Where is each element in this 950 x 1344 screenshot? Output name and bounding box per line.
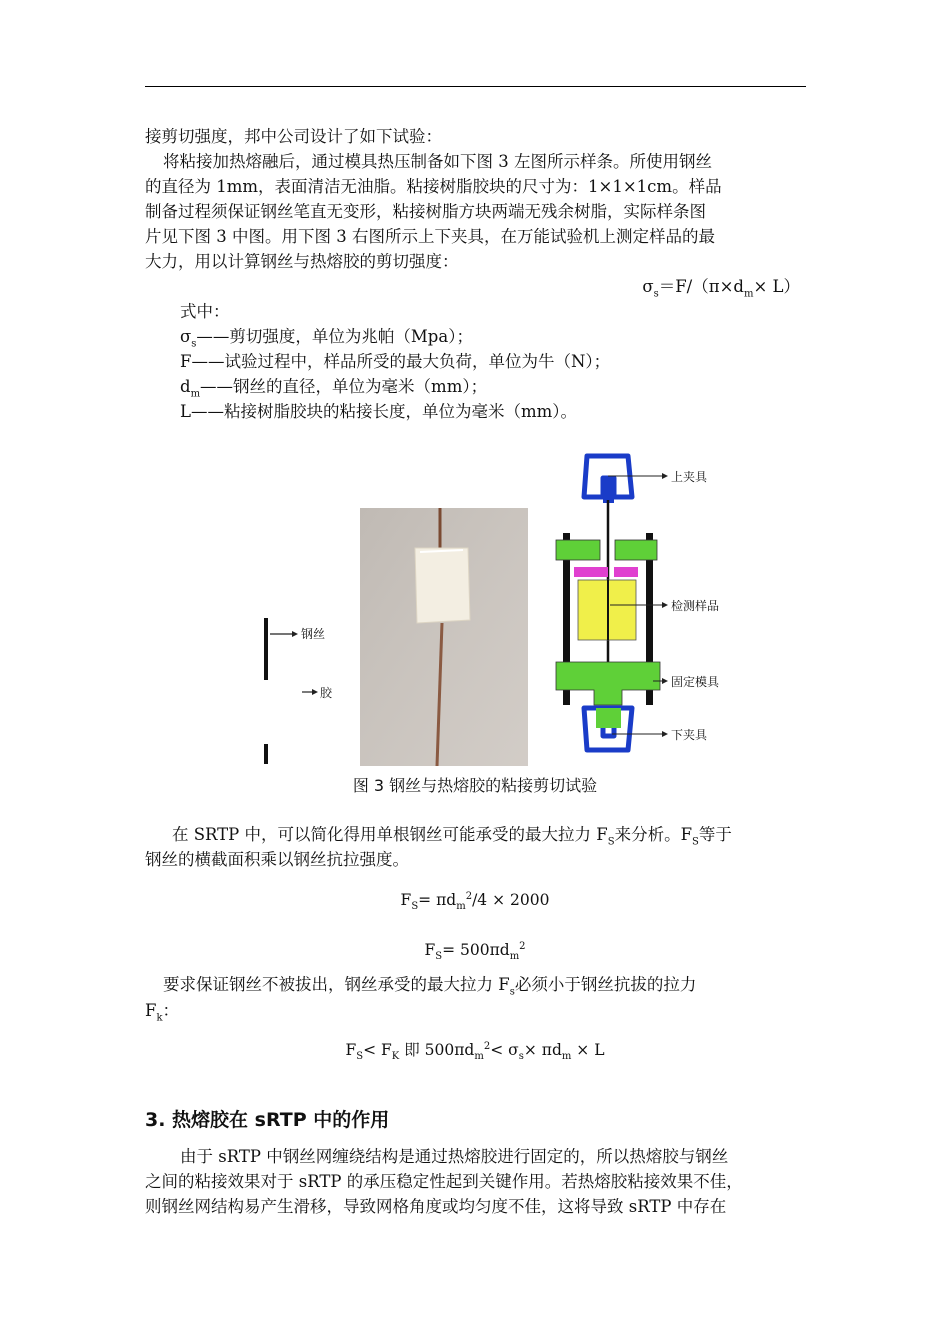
intro-line-5: 片见下图 3 中图。用下图 3 右图所示上下夹具，在万能试验机上测定样品的最: [145, 227, 715, 246]
clamp-diagram: [556, 456, 668, 750]
requirement-line-1: 要求保证钢丝不被拔出，钢丝承受的最大拉力 $F_s$必须小于钢丝抗拔的拉力: [163, 975, 697, 998]
srtp-line-2: 钢丝的横截面积乘以钢丝抗拉强度。: [145, 850, 409, 869]
label-fixed-mold: 固定模具: [671, 675, 720, 689]
requirement-line-2: $F_k$：: [145, 1001, 180, 1024]
label-wire: 钢丝: [301, 627, 326, 641]
section-line-2: 之间的粘接效果对于 sRTP 的承压稳定性起到关键作用。若热熔胶粘接效果不佳，: [145, 1172, 743, 1191]
figure-3: [0, 440, 950, 775]
where-label: 式中：: [180, 302, 230, 321]
section-heading: 3. 热熔胶在 sRTP 中的作用: [145, 1109, 390, 1131]
def-dm: $d_m——$钢丝的直径，单位为毫米（mm）；: [180, 377, 488, 400]
label-test-sample: 检测样品: [671, 599, 720, 613]
label-upper-clamp: 上夹具: [671, 470, 708, 484]
def-l: L——粘接树脂胶块的粘接长度，单位为毫米（mm）。: [180, 402, 578, 421]
intro-line-3: 的直径为 1mm，表面清洁无油脂。粘接树脂胶块的尺寸为：1×1×1cm。样品: [145, 177, 722, 196]
header-rule: [145, 86, 806, 87]
equation-1: $F_S= \pi d_m^2/4 \times 2000$: [400, 890, 550, 913]
intro-line-2: 将粘接加热熔融后，通过模具热压制备如下图 3 左图所示样条。所使用钢丝: [163, 152, 712, 171]
srtp-line-1: 在 SRTP 中，可以简化得用单根钢丝可能承受的最大拉力 $F_S$来分析。$F_S$等于: [172, 825, 732, 848]
equation-2: $F_S= 500\pi d_m^2$: [424, 940, 526, 963]
def-f: F——试验过程中，样品所受的最大负荷，单位为牛（N）；: [180, 352, 611, 371]
cube-schematic: [232, 618, 300, 775]
section-line-1: 由于 sRTP 中钢丝网缠绕结构是通过热熔胶进行固定的，所以热熔胶与钢丝: [180, 1147, 729, 1166]
section-line-3: 则钢丝网结构易产生滑移，导致网格角度或均匀度不佳，这将导致 sRTP 中存在: [145, 1197, 727, 1216]
label-lower-clamp: 下夹具: [671, 728, 708, 742]
fixed-mold: [556, 662, 660, 705]
def-sigma: $\sigma_s——$剪切强度，单位为兆帕（Mpa）；: [180, 327, 473, 350]
shear-formula: $\sigma_s=F/(\pi\times d_m\times L)$: [642, 277, 800, 300]
figure-caption: 图 3 钢丝与热熔胶的粘接剪切试验: [352, 776, 598, 795]
intro-line-4: 制备过程须保证钢丝笔直无变形，粘接树脂方块两端无残余树脂，实际样条图: [145, 202, 706, 221]
sample-photo: [360, 508, 528, 766]
intro-line-6: 大力，用以计算钢丝与热熔胶的剪切强度：: [145, 252, 459, 271]
intro-line-1: 接剪切强度，邦中公司设计了如下试验：: [145, 127, 442, 146]
inequality: $F_S< F_K$ 即 $500\pi d_m^2< \sigma_s\times \pi d_m \times L$: [345, 1040, 605, 1063]
label-glue: 胶: [320, 686, 333, 700]
